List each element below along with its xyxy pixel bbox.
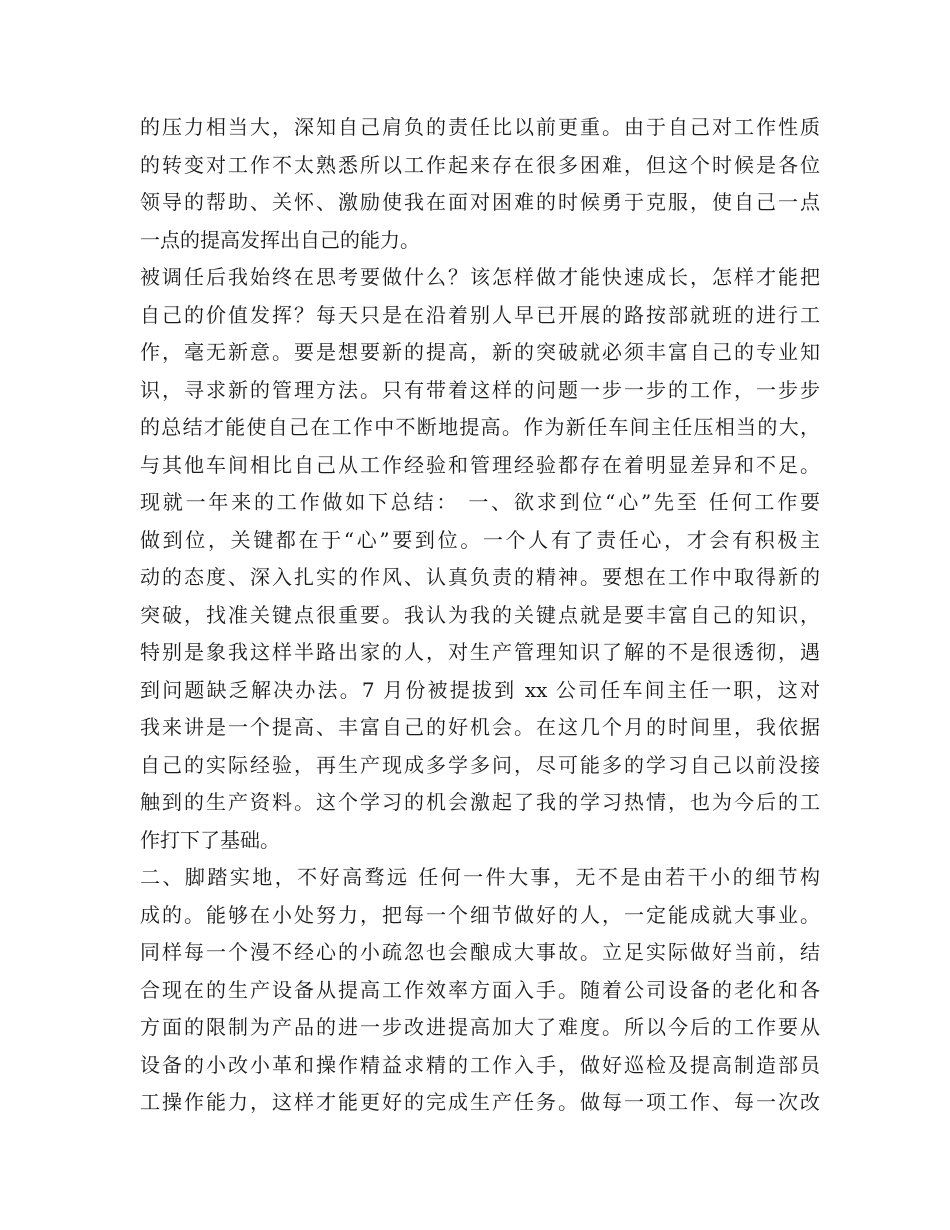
text-line: 突破，找准关键点很重要。我认为我的关键点就是要丰富自己的知识， [140, 602, 820, 627]
text-line: 到问题缺乏解决办法。7 月份被提拔到 xx 公司任车间主任一职，这对 [140, 677, 820, 702]
text-line: 自己的实际经验，再生产现成多学多问，尽可能多的学习自己以前没接 [140, 752, 820, 777]
text-line: 与其他车间相比自己从工作经验和管理经验都存在着明显差异和不足。 [140, 452, 820, 477]
text-line: 合现在的生产设备从提高工作效率方面入手。随着公司设备的老化和各 [140, 977, 820, 1002]
text-line: 识，寻求新的管理方法。只有带着这样的问题一步一步的工作，一步步 [140, 377, 820, 402]
text-line: 方面的限制为产品的进一步改进提高加大了难度。所以今后的工作要从 [140, 1015, 820, 1039]
text-line: 作，毫无新意。要是想要新的提高，新的突破就必须丰富自己的专业知 [140, 340, 820, 364]
text-line: 触到的生产资料。这个学习的机会激起了我的学习热情，也为今后的工 [140, 790, 820, 814]
text-line: 二、脚踏实地，不好高骛远 任何一件大事，无不是由若干小的细节构 [140, 865, 820, 889]
text-line: 我来讲是一个提高、丰富自己的好机会。在这几个月的时间里，我依据 [140, 715, 820, 739]
text-line: 设备的小改小革和操作精益求精的工作入手，做好巡检及提高制造部员 [140, 1052, 820, 1077]
text-line: 的转变对工作不太熟悉所以工作起来存在很多困难，但这个时候是各位 [140, 152, 820, 177]
text-line: 同样每一个漫不经心的小疏忽也会酿成大事故。立足实际做好当前，结 [140, 940, 820, 964]
text-line: 动的态度、深入扎实的作风、认真负责的精神。要想在工作中取得新的 [140, 565, 820, 589]
document-body [140, 109, 820, 1122]
text-line: 自己的价值发挥？每天只是在沿着别人早已开展的路按部就班的进行工 [140, 302, 820, 327]
text-line: 工操作能力，这样才能更好的完成生产任务。做每一项工作、每一次改 [140, 1090, 820, 1114]
text-line: 现就一年来的工作做如下总结： 一、欲求到位“心”先至 任何工作要 [140, 490, 820, 514]
text-line: 的压力相当大，深知自己肩负的责任比以前更重。由于自己对工作性质 [140, 115, 820, 139]
text-line: 成的。能够在小处努力，把每一个细节做好的人，一定能成就大事业。 [140, 902, 820, 927]
text-line: 被调任后我始终在思考要做什么？该怎样做才能快速成长，怎样才能把 [140, 265, 820, 289]
text-line: 一点的提高发挥出自己的能力。 [140, 227, 420, 252]
text-line: 特别是象我这样半路出家的人，对生产管理知识了解的不是很透彻，遇 [140, 640, 820, 664]
text-line: 领导的帮助、关怀、激励使我在面对困难的时候勇于克服，使自己一点 [140, 190, 820, 214]
text-line: 作打下了基础。 [140, 827, 280, 852]
text-line: 做到位，关键都在于“心”要到位。一个人有了责任心，才会有积极主 [140, 527, 820, 552]
text-line: 的总结才能使自己在工作中不断地提高。作为新任车间主任压相当的大， [140, 415, 820, 439]
